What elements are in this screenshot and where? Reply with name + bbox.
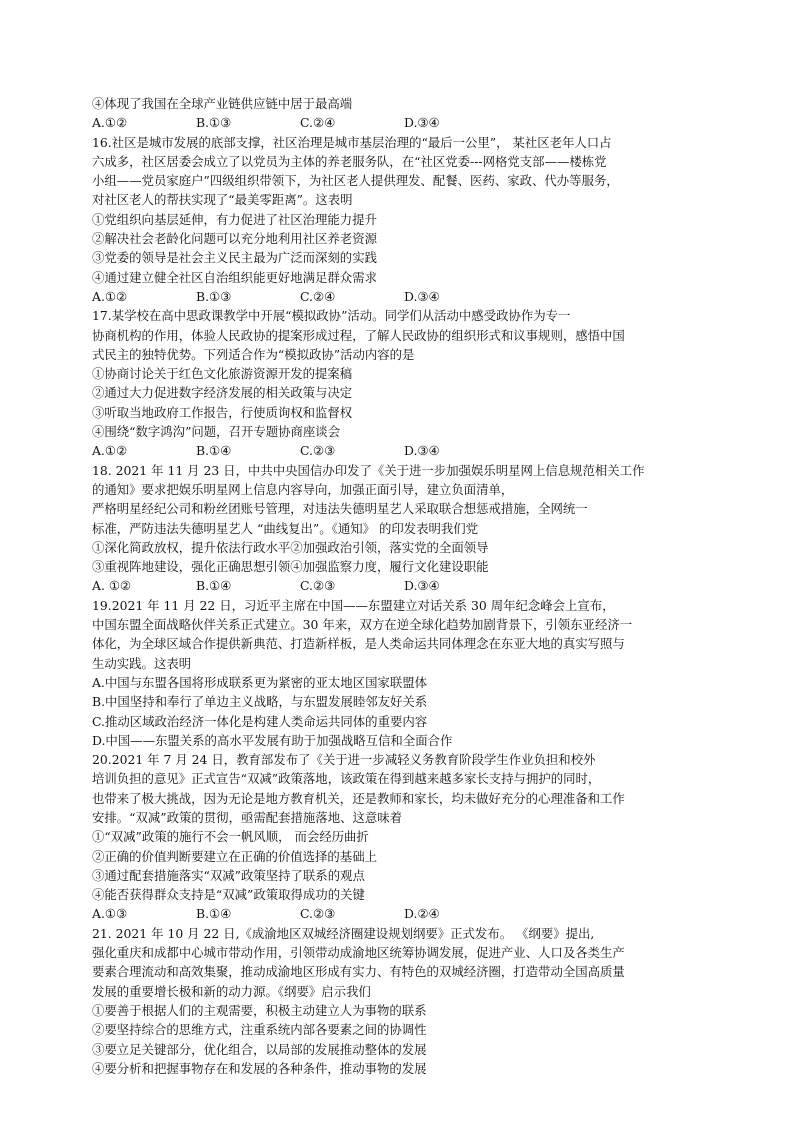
q18-item: ③重视阵地建设，强化正确思想引领④加强监察力度，履行文化建设职能 — [92, 559, 489, 575]
q17-item: ②通过大力促进数字经济发展的相关政策与决定 — [92, 385, 353, 401]
q20-stem-line: 安排。“双减”政策的贯彻，亟需配套措施落地、这意味着 — [92, 809, 403, 825]
q21-stem-line: 21. 2021 年 10 月 22 日,《成渝地区双城经济圈建设规划纲要》正式发布。 《纲要》提出, — [92, 925, 595, 941]
q17-option-c: C.②③ — [300, 443, 336, 459]
q16-option-d: D.③④ — [404, 288, 440, 304]
q17-options — [92, 441, 704, 460]
q16-stem-line: 16.社区是城市发展的底部支撑，社区治理是城市基层治理的“最后一公里”， 某社区老年人口占 — [92, 134, 612, 150]
q18-stem-line: 严格明星经纪公司和粉丝团账号管理，对违法失德明星艺人采取联合想惩戒措施，全网统一 — [92, 501, 588, 517]
q20-stem-line: 20.2021 年 7 月 24 日，教育部发布了《关于进一步减轻义务教育阶段学生作业负担和校外 — [92, 752, 596, 768]
q15-option-a: A.①② — [92, 115, 128, 131]
q20-option-b: B.①④ — [196, 906, 232, 922]
q19-choice-a: A.中国与东盟各国将形成联系更为紧密的亚太地区国家联盟体 — [92, 674, 428, 690]
q17-stem-line: 17.某学校在高中思政课教学中开展“模拟政协”活动。同学们从活动中感受政协作为专一 — [92, 308, 571, 324]
q20-option-a: A.①③ — [92, 906, 128, 922]
q16-stem-line: 小组——党员家庭户”四级组织带领下，为社区老人提供理发、配餐、医药、家政、代办等服务， — [92, 173, 619, 189]
q16-item: ①党组织向基层延伸，有力促进了社区治理能力提升 — [92, 211, 377, 227]
q18-option-b: B.①④ — [196, 578, 232, 594]
q18-stem-line: 的通知》要求把娱乐明星网上信息内容导向，加强正面引导，建立负面清单， — [92, 481, 514, 497]
q17-item: ④围绕“数字鸿沟”问题，召开专题协商座谈会 — [92, 424, 341, 440]
q19-choice-d: D.中国——东盟关系的高水平发展有助于加强战略互信和全面合作 — [92, 732, 453, 748]
q20-item: ①“双减”政策的施行不会一帆风顺， 而会经历曲折 — [92, 829, 369, 845]
q17-option-d: D.③④ — [404, 443, 440, 459]
q16-options — [92, 287, 704, 306]
q20-item: ②正确的价值判断要建立在正确的价值选择的基础上 — [92, 848, 377, 864]
q21-item: ①要善于根据人们的主观需要，积极主动建立人为事物的联系 — [92, 1002, 427, 1018]
q21-stem-line: 要素合理流动和高效集聚，推动成渝地区形成有实力、有特色的双城经济圈，打造带动全国高质量 — [92, 964, 625, 980]
q15-option-b: B.①③ — [196, 115, 232, 131]
q15-item-4: ④体现了我国在全球产业链供应链中居于最高端 — [92, 96, 353, 111]
q16-option-b: B.①③ — [196, 288, 232, 304]
q17-item: ③听取当地政府工作报告，行使质询权和监督权 — [92, 404, 353, 420]
q16-stem-line: 对社区老人的帮扶实现了“最美零距离”。这表明 — [92, 192, 353, 208]
q16-item: ③党委的领导是社会主义民主最为广泛而深刻的实践 — [92, 250, 377, 266]
q18-option-a: A. ①② — [92, 578, 132, 594]
q17-option-b: B.①④ — [196, 443, 232, 459]
q19-choice-c: C.推动区域政治经济一体化是构建人类命运共同体的重要内容 — [92, 713, 428, 729]
q20-item: ④能否获得群众支持是“双减”政策取得成功的关键 — [92, 887, 365, 903]
q21-item: ②要坚持综合的思维方式，注重系统内部各要素之间的协调性 — [92, 1022, 427, 1038]
q16-option-a: A.①② — [92, 288, 128, 304]
q16-item: ④通过建立健全社区自治组织能更好地满足群众需求 — [92, 269, 377, 285]
q17-stem-line: 式民主的独特优势。下列适合作为“模拟政协”活动内容的是 — [92, 346, 415, 362]
q16-item: ②解决社会老龄化问题可以充分地利用社区养老资源 — [92, 231, 377, 247]
exam-page — [92, 94, 704, 1078]
q20-item: ③通过配套措施落实“双减”政策坚持了联系的观点 — [92, 867, 365, 883]
q18-option-d: D.③④ — [404, 578, 440, 594]
q21-stem-line: 发展的重要增长极和新的动力源。《纲要》启示我们 — [92, 983, 371, 999]
q15-option-d: D.③④ — [404, 115, 440, 131]
q16-stem-line: 六成多，社区居委会成立了以党员为主体的养老服务队，在“社区党委---网格党支部——楼栋党 — [92, 153, 607, 169]
q20-stem-line: 培训负担的意见》正式宣告“双减”政策落地，该政策在得到越来越多家长支持与拥护的同时， — [92, 771, 601, 787]
q21-item: ③要立足关键部分，优化组合，以局部的发展推动整体的发展 — [92, 1041, 427, 1057]
q19-stem-line: 中国东盟全面战略伙伴关系正式建立。30 年来，双方在逆全球化趋势加剧背景下，引领东亚经济一 — [92, 617, 633, 633]
q20-option-d: D.②④ — [404, 906, 440, 922]
q18-stem-line: 标准，严防违法失德明星艺人 “曲线复出”。《通知》 的印发表明我们党 — [92, 520, 479, 536]
q21-stem-line: 强化重庆和成都中心城市带动作用，引领带动成渝地区统筹协调发展，促进产业、人口及各类生产 — [92, 945, 625, 961]
q18-option-c: C.②③ — [300, 578, 336, 594]
q19-stem-line: 生动实践。这表明 — [92, 655, 192, 671]
q20-stem-line: 也带来了极大挑战，因为无论是地方教育机关，还是教师和家长，均未做好充分的心理准备和工作 — [92, 790, 625, 806]
q18-item: ①深化简政放权，提升依法行政水平②加强政治引领，落实党的全面领导 — [92, 539, 489, 555]
q15-options — [92, 113, 704, 132]
q19-choice-b: B.中国坚持和奉行了单边主义战略，与东盟发展睦邻友好关系 — [92, 694, 428, 710]
q18-options — [92, 576, 704, 595]
q16-option-c: C.②④ — [300, 288, 336, 304]
q20-option-c: C.②③ — [300, 906, 336, 922]
q20-options — [92, 904, 704, 923]
q21-item: ④要分析和把握事物存在和发展的各种条件，推动事物的发展 — [92, 1060, 427, 1076]
q17-stem-line: 协商机构的作用，体验人民政协的提案形成过程，了解人民政协的组织形式和议事规则，感悟中国 — [92, 327, 625, 343]
q15-option-c: C.②④ — [300, 115, 336, 131]
q19-stem-line: 19.2021 年 11 月 22 日，习近平主席在中国——东盟建立对话关系 30 周年纪念峰会上宣布， — [92, 597, 615, 613]
q17-item: ①协商讨论关于红色文化旅游资源开发的提案稿 — [92, 366, 353, 382]
q17-option-a: A.①② — [92, 443, 128, 459]
q19-stem-line: 体化，为全球区域合作提供新典范、打造新样板，是人类命运共同体理念在东亚大地的真实写照与 — [92, 636, 625, 652]
q18-stem-line: 18. 2021 年 11 月 23 日，中共中央国信办印发了《关于进一步加强娱乐明星网上信息规范相关工作 — [92, 462, 645, 478]
